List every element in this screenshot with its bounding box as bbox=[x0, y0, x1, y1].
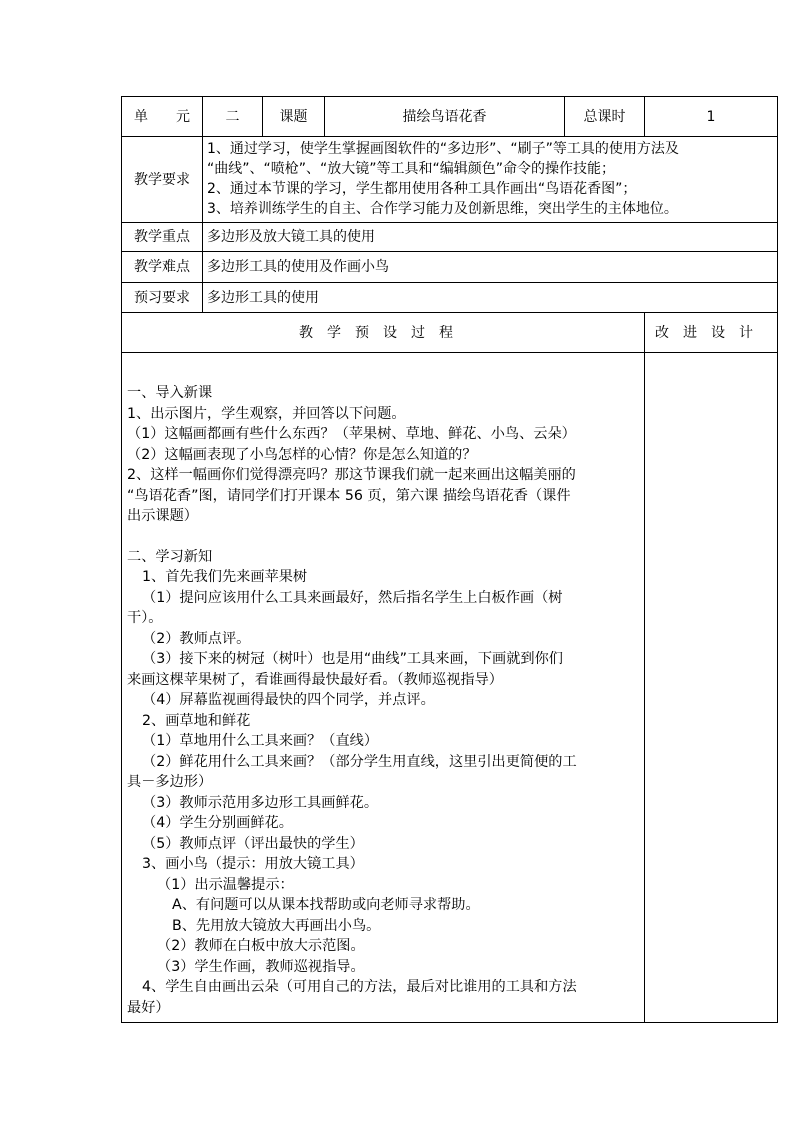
process-row bbox=[122, 353, 778, 1023]
preview-value: 多边形工具的使用 bbox=[203, 283, 778, 313]
requirements-line: 3、培养训练学生的自主、合作学习能力及创新思维，突出学生的主体地位。 bbox=[207, 201, 678, 217]
process-line: （2）这幅画表现了小鸟怎样的心情？你是怎么知道的？ bbox=[127, 446, 477, 463]
process-line: （1）这幅画都画有些什么东西？（苹果树、草地、鲜花、小鸟、云朵） bbox=[127, 426, 576, 442]
process-line: （1）出示温馨提示： bbox=[157, 876, 294, 893]
requirements-line: 2、通过本节课的学习，学生都用使用各种工具作画出“鸟语花香图”； bbox=[207, 181, 637, 197]
process-line: （1）提问应该用什么工具来画最好，然后指名学生上白板作画（树 bbox=[142, 589, 563, 606]
process-line: 具－多边形） bbox=[127, 774, 213, 790]
section-heading: 二、学习新知 bbox=[127, 548, 213, 565]
process-line: （2）教师点评。 bbox=[142, 630, 251, 647]
process-line: A、有问题可以从课本找帮助或向老师寻求帮助。 bbox=[172, 897, 480, 913]
preview-label: 预习要求 bbox=[122, 283, 203, 313]
key-point-row bbox=[122, 223, 778, 252]
process-line: “鸟语花香”图，请同学们打开课本 56 页，第六课 描绘鸟语花香（课件 bbox=[127, 487, 571, 504]
process-line: （2）鲜花用什么工具来画？（部分学生用直线，这里引出更简便的工 bbox=[142, 753, 577, 770]
header-row bbox=[122, 97, 778, 137]
difficulty-row bbox=[122, 252, 778, 283]
process-line: （4）学生分别画鲜花。 bbox=[142, 815, 293, 831]
topic-label: 课题 bbox=[263, 97, 325, 137]
process-line: （4）屏幕监视画得最快的四个同学，并点评。 bbox=[142, 692, 435, 708]
requirements-line: 1、通过学习，使学生掌握画图软件的“多边形”、“刷子”等工具的使用方法及 bbox=[207, 141, 679, 157]
preview-row bbox=[122, 283, 778, 313]
hours-value: 1 bbox=[645, 97, 778, 137]
process-line: 3、画小鸟（提示：用放大镜工具） bbox=[142, 856, 364, 872]
difficulty-value: 多边形工具的使用及作画小鸟 bbox=[203, 252, 778, 283]
difficulty-label: 教学难点 bbox=[122, 252, 203, 283]
section-heading: 一、导入新课 bbox=[127, 385, 213, 401]
topic-value: 描绘鸟语花香 bbox=[325, 97, 565, 137]
unit-value: 二 bbox=[203, 97, 263, 137]
process-line: 2、这样一幅画你们觉得漂亮吗？那这节课我们就一起来画出这幅美丽的 bbox=[127, 467, 576, 483]
process-line: （3）教师示范用多边形工具画鲜花。 bbox=[142, 794, 379, 811]
key-point-label: 教学重点 bbox=[122, 223, 203, 252]
process-line: （3）学生作画，教师巡视指导。 bbox=[157, 958, 365, 975]
process-line: B、先用放大镜放大再画出小鸟。 bbox=[172, 917, 381, 934]
requirements-label: 教学要求 bbox=[122, 137, 203, 223]
process-line: （2）教师在白板中放大示范图。 bbox=[157, 938, 365, 954]
hours-label: 总课时 bbox=[565, 97, 645, 137]
process-line: 4、学生自由画出云朵（可用自己的方法，最后对比谁用的工具和方法 bbox=[142, 979, 577, 995]
requirements-row bbox=[122, 137, 778, 223]
key-point-value: 多边形及放大镜工具的使用 bbox=[203, 223, 778, 252]
improvement-heading: 改进设计 bbox=[645, 313, 778, 353]
improvement-content bbox=[645, 353, 778, 1023]
unit-label: 单 元 bbox=[122, 97, 203, 137]
lesson-plan-table bbox=[121, 96, 778, 1023]
process-line: 最好） bbox=[127, 999, 170, 1016]
process-header-row bbox=[122, 313, 778, 353]
process-line: 出示课题） bbox=[127, 508, 198, 524]
process-line: 1、首先我们先来画苹果树 bbox=[142, 569, 308, 585]
process-line: （5）教师点评（评出最快的学生） bbox=[142, 835, 364, 852]
requirements-line: “曲线”、“喷枪”、“放大镜”等工具和“编辑颜色”命令的操作技能； bbox=[207, 161, 616, 177]
requirements-text bbox=[203, 137, 778, 223]
process-content bbox=[122, 353, 645, 1023]
process-line: 1、出示图片，学生观察，并回答以下问题。 bbox=[127, 405, 406, 422]
process-line: 来画这棵苹果树了，看谁画得最快最好看。（教师巡视指导） bbox=[127, 671, 503, 688]
process-line: （1）草地用什么工具来画？（直线） bbox=[142, 733, 379, 749]
process-line: 干）。 bbox=[127, 610, 163, 626]
process-line: 2、画草地和鲜花 bbox=[142, 712, 251, 729]
process-heading: 教学预设过程 bbox=[122, 313, 645, 353]
process-line: （3）接下来的树冠（树叶）也是用“曲线”工具来画，下画就到你们 bbox=[142, 651, 563, 667]
